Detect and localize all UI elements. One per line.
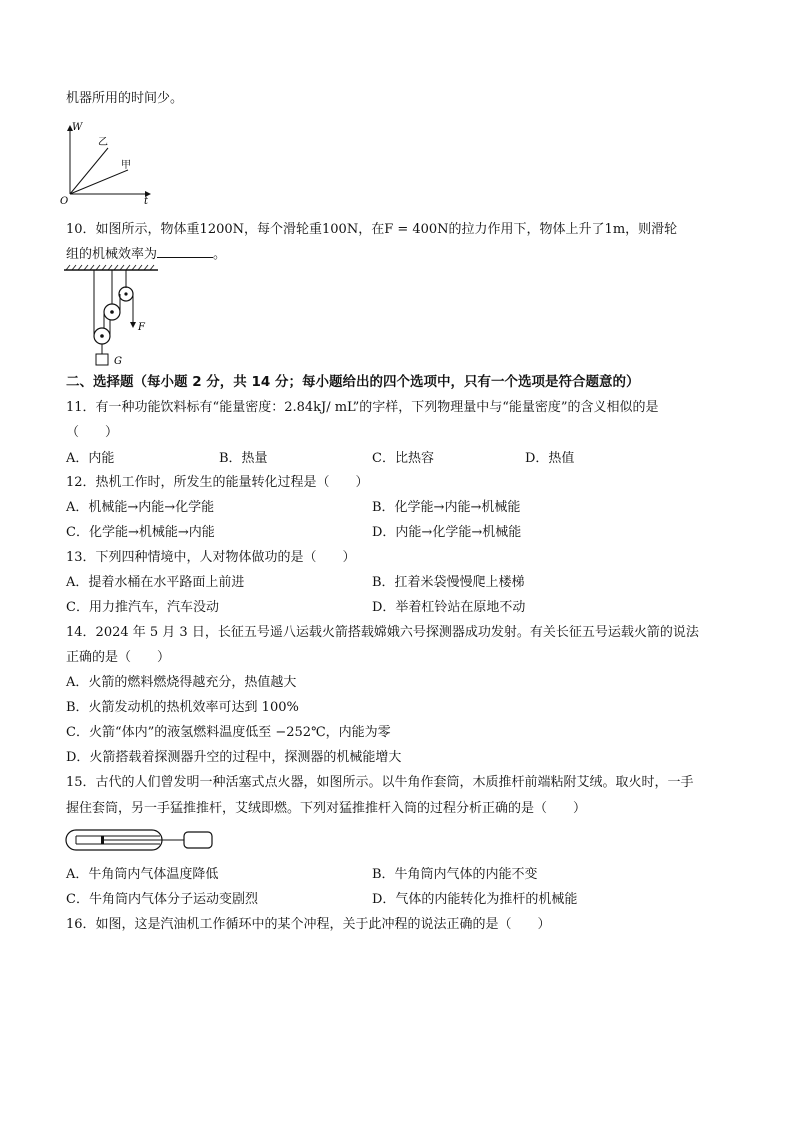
q10-line2-after: 。	[213, 247, 227, 262]
pulley-figure	[62, 264, 162, 368]
q12-option-b[interactable]: B．化学能→内能→机械能	[372, 500, 521, 515]
q12-stem: 12．热机工作时，所发生的能量转化过程是（ ）	[66, 475, 369, 490]
answer-blank	[157, 245, 213, 258]
fire-piston-figure	[64, 826, 214, 854]
q13-option-c[interactable]: C．用力推汽车，汽车没动	[66, 600, 219, 615]
q11-option-d[interactable]: D．热值	[525, 451, 575, 466]
line-jia-label: 甲	[121, 160, 131, 171]
q16-stem: 16．如图，这是汽油机工作循环中的某个冲程，关于此冲程的说法正确的是（ ）	[66, 917, 551, 932]
work-time-graph	[58, 118, 158, 206]
q14-option-b[interactable]: B．火箭发动机的热机效率可达到 100%	[66, 700, 299, 715]
q10-line2-before: 组的机械效率为	[66, 247, 158, 262]
weight-label: G	[114, 356, 122, 367]
q12-option-d[interactable]: D．内能→化学能→机械能	[372, 525, 522, 540]
force-label: F	[138, 322, 145, 333]
q15-options-row2	[66, 891, 766, 909]
q11-option-b[interactable]: B．热量	[219, 451, 268, 466]
section-title: 二、选择题（每小题 2 分，共 14 分；每小题给出的四个选项中，只有一个选项是符合题意的）	[66, 374, 640, 390]
q14-option-d[interactable]: D．火箭搭载着探测器升空的过程中，探测器的机械能增大	[66, 750, 402, 765]
q15-option-b[interactable]: B．牛角筒内气体的内能不变	[372, 867, 538, 882]
line-yi-label: 乙	[98, 137, 108, 148]
continuation-line: 机器所用的时间少。	[66, 91, 184, 106]
q14-stem-line2: 正确的是（ ）	[66, 650, 171, 665]
q11-stem-line2: （ ）	[66, 425, 119, 440]
q14-option-c[interactable]: C．火箭“体内”的液氢燃料温度低至 −252℃，内能为零	[66, 725, 391, 740]
q15-options-row1	[66, 866, 766, 884]
q13-options-row1	[66, 574, 766, 592]
q13-option-b[interactable]: B．扛着米袋慢慢爬上楼梯	[372, 575, 525, 590]
q14-stem-line1: 14．2024 年 5 月 3 日，长征五号遥八运载火箭搭载嫦娥六号探测器成功发射。有关长征五号运载火箭的说法	[66, 625, 699, 640]
q13-options-row2	[66, 599, 766, 617]
q15-option-c[interactable]: C．牛角筒内气体分子运动变剧烈	[66, 892, 258, 907]
q12-options-row2	[66, 524, 766, 542]
x-axis-label: t	[144, 196, 149, 206]
line-jia	[70, 170, 128, 194]
q11-option-c[interactable]: C．比热容	[372, 451, 434, 466]
origin-label: O	[60, 196, 69, 206]
y-axis-label: W	[72, 122, 83, 133]
q13-option-d[interactable]: D．举着杠铃站在原地不动	[372, 600, 526, 615]
q11-options	[66, 450, 766, 468]
q13-stem: 13．下列四种情境中，人对物体做功的是（ ）	[66, 550, 356, 565]
q12-option-a[interactable]: A．机械能→内能→化学能	[66, 500, 215, 515]
q13-option-a[interactable]: A．提着水桶在水平路面上前进	[66, 575, 245, 590]
q11-option-a[interactable]: A．内能	[66, 451, 115, 466]
q15-stem-line1: 15．古代的人们曾发明一种活塞式点火器，如图所示。以牛角作套筒，木质推杆前端粘附艾绒。取火时，一手	[66, 775, 694, 790]
q14-option-a[interactable]: A．火箭的燃料燃烧得越充分，热值越大	[66, 675, 297, 690]
q10-line2	[66, 245, 226, 264]
q12-options-row1	[66, 499, 766, 517]
q15-option-d[interactable]: D．气体的内能转化为推杆的机械能	[372, 892, 578, 907]
q11-stem-line1: 11．有一种功能饮料标有“能量密度：2.84kJ/ mL”的字样，下列物理量中与“能量密度”的含义相似的是	[66, 400, 659, 415]
q15-stem-line2: 握住套筒，另一手猛推推杆，艾绒即燃。下列对猛推推杆入筒的过程分析正确的是（ ）	[66, 801, 587, 816]
q10-line1: 10．如图所示，物体重1200N，每个滑轮重100N，在F = 400N的拉力作用下，物体上升了1m，则滑轮	[66, 222, 678, 237]
q15-option-a[interactable]: A．牛角筒内气体温度降低	[66, 867, 219, 882]
line-yi	[70, 148, 108, 194]
q12-option-c[interactable]: C．化学能→机械能→内能	[66, 525, 215, 540]
